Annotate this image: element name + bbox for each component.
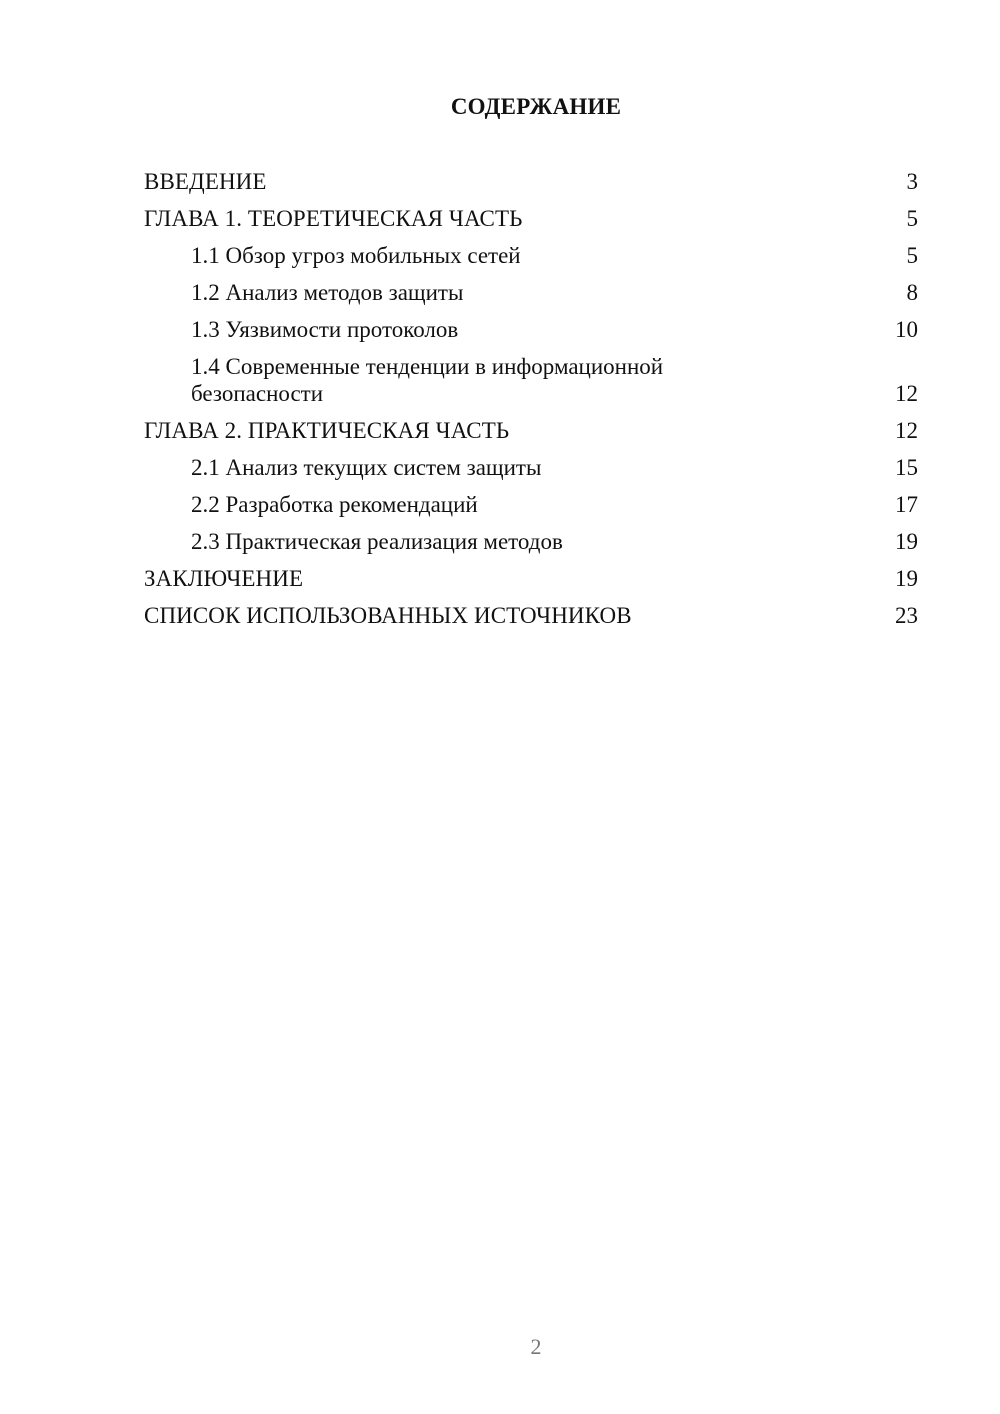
toc-item-label: 2.2 Разработка рекомендаций <box>191 492 478 517</box>
toc-item-label: ГЛАВА 2. ПРАКТИЧЕСКАЯ ЧАСТЬ <box>144 418 510 443</box>
toc-item-label: ЗАКЛЮЧЕНИЕ <box>144 566 304 591</box>
toc-item-page: 5 <box>906 206 918 231</box>
toc-item[interactable] <box>144 454 918 481</box>
page-number: 2 <box>530 1334 542 1359</box>
toc-item[interactable] <box>144 528 918 555</box>
toc-item-page: 15 <box>895 455 918 480</box>
toc-item-label: ВВЕДЕНИЕ <box>144 169 267 194</box>
toc-item[interactable] <box>144 565 918 592</box>
toc-item-page: 19 <box>895 566 918 591</box>
table-of-contents <box>144 168 918 639</box>
toc-item-label: 1.3 Уязвимости протоколов <box>191 317 459 342</box>
toc-item[interactable] <box>144 242 918 269</box>
toc-item[interactable] <box>144 602 918 629</box>
toc-item[interactable] <box>144 279 918 306</box>
toc-item-page: 10 <box>895 317 918 342</box>
toc-item[interactable] <box>144 491 918 518</box>
toc-item-label: 2.3 Практическая реализация методов <box>191 529 563 554</box>
toc-item-label: 2.1 Анализ текущих систем защиты <box>191 455 542 480</box>
toc-item-page: 5 <box>906 243 918 268</box>
toc-item-page: 8 <box>906 280 918 305</box>
toc-item-page: 12 <box>895 381 918 406</box>
toc-item[interactable] <box>144 417 918 444</box>
toc-item-label: 1.2 Анализ методов защиты <box>191 280 464 305</box>
toc-item-page: 17 <box>895 492 918 517</box>
toc-item-label: 1.1 Обзор угроз мобильных сетей <box>191 243 521 268</box>
toc-item[interactable] <box>144 316 918 343</box>
toc-item-label: ГЛАВА 1. ТЕОРЕТИЧЕСКАЯ ЧАСТЬ <box>144 206 523 231</box>
toc-item-page: 12 <box>895 418 918 443</box>
toc-item-page: 3 <box>906 169 918 194</box>
toc-item-page: 19 <box>895 529 918 554</box>
toc-item-label: СПИСОК ИСПОЛЬЗОВАННЫХ ИСТОЧНИКОВ <box>144 603 632 628</box>
toc-item[interactable] <box>144 168 918 195</box>
toc-item-label: 1.4 Современные тенденции в информационной безопасности <box>191 354 664 406</box>
toc-item[interactable] <box>144 205 918 232</box>
toc-item-page: 23 <box>895 603 918 628</box>
toc-item[interactable] <box>144 353 918 407</box>
page-title: СОДЕРЖАНИЕ <box>450 94 622 119</box>
